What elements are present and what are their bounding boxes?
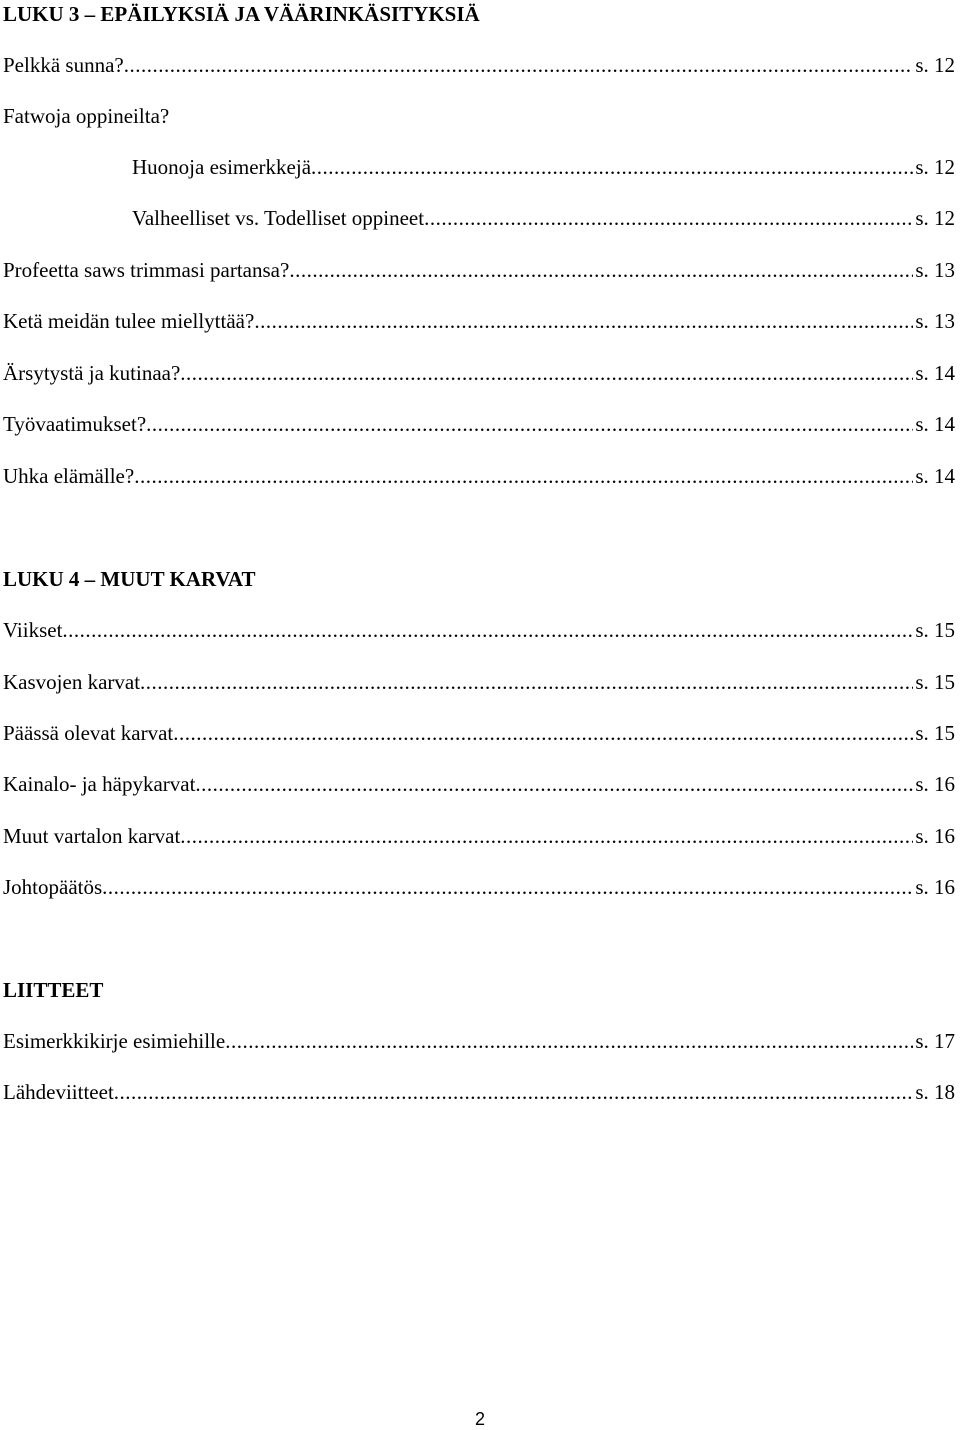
- toc-entry[interactable]: [3, 411, 955, 437]
- toc-entry-label: Lähdeviitteet: [3, 1080, 114, 1104]
- toc-entry-label: Johtopäätös: [3, 875, 103, 899]
- toc-entry-label: Ärsytystä ja kutinaa?: [3, 361, 181, 385]
- dot-leader: [124, 52, 914, 78]
- toc-entry[interactable]: [132, 205, 955, 231]
- toc-entry-page: s. 18: [915, 1080, 955, 1104]
- toc-entry[interactable]: [3, 823, 955, 849]
- toc-entry-page: s. 12: [915, 206, 955, 230]
- dot-leader: [114, 1079, 914, 1105]
- toc-entry-page: s. 14: [915, 412, 955, 436]
- dot-leader: [62, 617, 913, 643]
- toc-entry[interactable]: [3, 308, 955, 334]
- toc-entry[interactable]: [3, 771, 955, 797]
- dot-leader: [173, 720, 913, 746]
- toc-entry-page: s. 15: [915, 670, 955, 694]
- toc-entry-page: s. 16: [915, 772, 955, 796]
- page-number: 2: [474, 1409, 485, 1429]
- toc-entry[interactable]: [3, 52, 955, 78]
- toc-entry-label: Huonoja esimerkkejä: [132, 155, 312, 179]
- dot-leader: [134, 463, 913, 489]
- toc-entry[interactable]: [3, 617, 955, 643]
- toc-entry-label: Profeetta saws trimmasi partansa?: [3, 258, 290, 282]
- dot-leader: [146, 411, 913, 437]
- dot-leader: [289, 257, 913, 283]
- toc-entry[interactable]: [3, 669, 955, 695]
- toc-entry[interactable]: [3, 360, 955, 386]
- toc-entry-label: Ketä meidän tulee miellyttää?: [3, 309, 255, 333]
- section-heading-luku-3: LUKU 3 – EPÄILYKSIÄ JA VÄÄRINKÄSITYKSIÄ: [3, 2, 480, 26]
- toc-entry[interactable]: [3, 463, 955, 489]
- toc-entry-label: Päässä olevat karvat: [3, 721, 174, 745]
- toc-entry[interactable]: [3, 103, 955, 129]
- toc-entry-label: Työvaatimukset?: [3, 412, 147, 436]
- toc-entry-label: Esimerkkikirje esimiehille: [3, 1029, 226, 1053]
- toc-entry-label: Pelkkä sunna?: [3, 53, 124, 77]
- toc-entry[interactable]: [3, 1028, 955, 1054]
- section-heading-luku-4: LUKU 4 – MUUT KARVAT: [3, 567, 256, 591]
- dot-leader: [311, 154, 913, 180]
- toc-entry[interactable]: [3, 720, 955, 746]
- toc-entry-page: s. 14: [915, 361, 955, 385]
- toc-entry-label: Kainalo- ja häpykarvat: [3, 772, 196, 796]
- toc-entry-label: Uhka elämälle?: [3, 464, 135, 488]
- toc-entry-page: s. 12: [915, 53, 955, 77]
- toc-entry-label: Muut vartalon karvat: [3, 824, 181, 848]
- toc-entry-page: s. 13: [915, 258, 955, 282]
- dot-leader: [254, 308, 913, 334]
- toc-entry[interactable]: [3, 1079, 955, 1105]
- toc-entry-page: s. 16: [915, 824, 955, 848]
- toc-entry-label: Fatwoja oppineilta?: [3, 104, 170, 128]
- toc-entry-label: Viikset: [3, 618, 63, 642]
- toc-entry[interactable]: [132, 154, 955, 180]
- dot-leader: [424, 205, 913, 231]
- toc-entry-label: Valheelliset vs. Todelliset oppineet: [132, 206, 425, 230]
- toc-entry-page: s. 17: [915, 1029, 955, 1053]
- dot-leader: [225, 1028, 913, 1054]
- toc-entry-page: s. 15: [915, 618, 955, 642]
- toc-entry[interactable]: [3, 257, 955, 283]
- toc-entry-page: s. 14: [915, 464, 955, 488]
- dot-leader: [180, 823, 913, 849]
- dot-leader: [195, 771, 913, 797]
- section-heading-liitteet: LIITTEET: [3, 978, 104, 1002]
- toc-entry-page: s. 15: [915, 721, 955, 745]
- dot-leader: [180, 360, 913, 386]
- toc-entry-page: s. 13: [915, 309, 955, 333]
- toc-entry-page: s. 12: [915, 155, 955, 179]
- toc-entry-label: Kasvojen karvat: [3, 670, 141, 694]
- toc-entry-page: s. 16: [915, 875, 955, 899]
- dot-leader: [140, 669, 913, 695]
- toc-entry[interactable]: [3, 874, 955, 900]
- dot-leader: [102, 874, 913, 900]
